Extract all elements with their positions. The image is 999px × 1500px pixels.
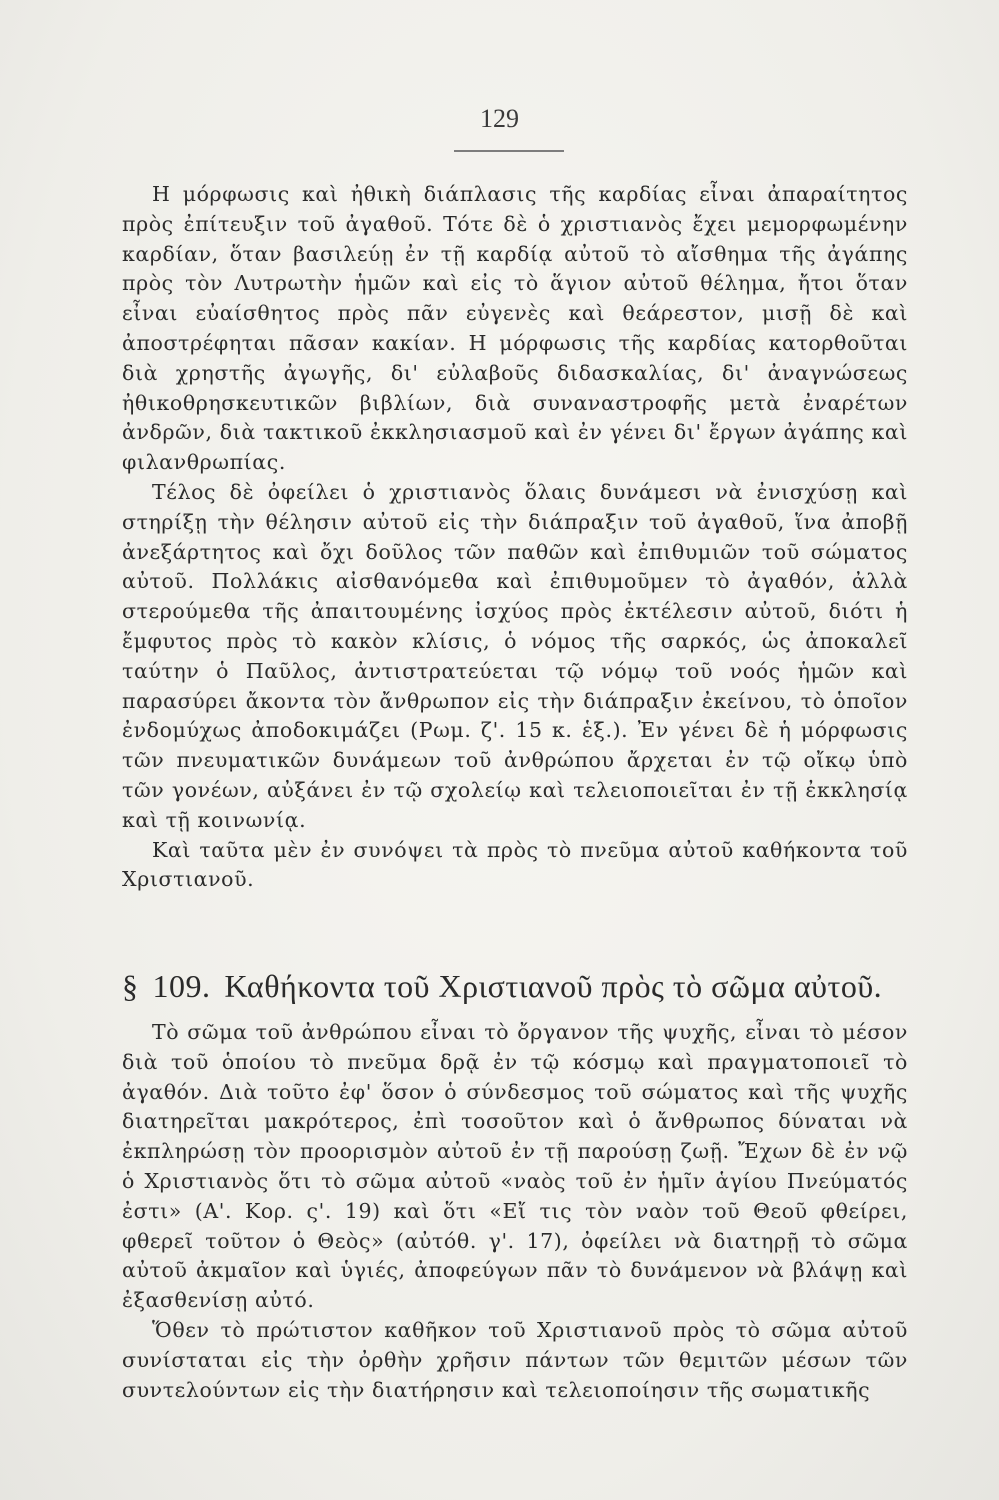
paragraph: Καὶ ταῦτα μὲν ἐν συνόψει τὰ πρὸς τὸ πνεῦμα αὐτοῦ καθήκοντα τοῦ Χριστιανοῦ. <box>122 837 908 892</box>
paragraph: Ὅθεν τὸ πρώτιστον καθῆκον τοῦ Χριστιανοῦ πρὸς τὸ σῶμα αὐτοῦ συνίσταται εἰς τὴν ὀρθὴν χρῆσιν πάντων τῶν θεμιτῶν μέσων τῶν συντελούντων εἰς τὴν διατήρησιν καὶ τελειοποίησιν τῆς σωματικῆς <box>122 1317 908 1402</box>
section-title: Καθήκοντα τοῦ Χριστιανοῦ πρὸς τὸ σῶμα αὐτοῦ. <box>224 968 883 1004</box>
paragraph: Τὸ σῶμα τοῦ ἀνθρώπου εἶναι τὸ ὄργανον τῆς ψυχῆς, εἶναι τὸ μέσον διὰ τοῦ ὁποίου τὸ πνεῦμα δρᾷ ἐν τῷ κόσμῳ καὶ πραγματοποιεῖ τὸ ἀγαθόν. Διὰ τοῦτο ἐφ' ὅσον ὁ σύνδεσμος τοῦ σώματος καὶ τῆς ψυχῆς διατηρεῖται μακρότερος, ἐπὶ τοσοῦτον καὶ ὁ ἄνθρωπος δύναται νὰ ἐκπληρώσῃ τὸν προορισμὸν αὐτοῦ ἐν τῇ παρούσῃ ζωῇ. Ἔχων δὲ ἐν νῷ ὁ Χριστιανὸς ὅτι τὸ σῶμα αὐτοῦ «ναὸς τοῦ ἐν ἡμῖν ἁγίου Πνεύματός ἐστι» (Α'. Κορ. ς'. 19) καὶ ὅτι «Εἴ τις τὸν ναὸν τοῦ Θεοῦ φθείρει, φθερεῖ τοῦτον ὁ Θεὸς» (αὐτόθ. γ'. 17), ὀφείλει νὰ διατηρῇ τὸ σῶμα αὐτοῦ ἀκμαῖον καὶ ὑγιές, ἀποφεύγων πᾶν τὸ δυνάμενον νὰ βλάψῃ καὶ ἐξασθενίσῃ αὐτό. <box>122 1020 908 1313</box>
section-number: 109. <box>152 968 211 1004</box>
text-block-before-section <box>122 180 908 895</box>
section-heading <box>122 968 912 1005</box>
paragraph: Η μόρφωσις καὶ ἠθικὴ διάπλασις τῆς καρδίας εἶναι ἀπαραίτητος πρὸς ἐπίτευξιν τοῦ ἀγαθοῦ. Τότε δὲ ὁ χριστιανὸς ἔχει μεμορφωμένην καρδίαν, ὅταν βασιλεύῃ ἐν τῇ καρδίᾳ αὐτοῦ τὸ αἴσθημα τῆς ἀγάπης πρὸς τὸν Λυτρωτὴν ἡμῶν καὶ εἰς τὸ ἅγιον αὐτοῦ θέλημα, ἤτοι ὅταν εἶναι εὐαίσθητος πρὸς πᾶν εὐγενὲς καὶ θεάρεστον, μισῇ δὲ καὶ ἀποστρέφηται πᾶσαν κακίαν. Η μόρφωσις τῆς καρδίας κατορθοῦται διὰ χρηστῆς ἀγωγῆς, δι' εὐλαβοῦς διδασκαλίας, δι' ἀναγνώσεως ἠθικοθρησκευτικῶν βιβλίων, διὰ συναναστροφῆς μετὰ ἐναρέτων ἀνδρῶν, διὰ τακτικοῦ ἐκκλησιασμοῦ καὶ ἐν γένει δι' ἔργων ἀγάπης καὶ φιλανθρωπίας. <box>122 182 908 475</box>
section-sign: § <box>122 968 139 1004</box>
text-block-after-section <box>122 1018 908 1405</box>
page-number-rule <box>454 150 564 152</box>
paragraph: Τέλος δὲ ὀφείλει ὁ χριστιανὸς ὅλαις δυνάμεσι νὰ ἐνισχύσῃ καὶ στηρίξῃ τὴν θέλησιν αὐτοῦ εἰς τὴν διάπραξιν τοῦ ἀγαθοῦ, ἵνα ἀποβῇ ἀνεξάρτητος καὶ ὄχι δοῦλος τῶν παθῶν καὶ ἐπιθυμιῶν τοῦ σώματος αὐτοῦ. Πολλάκις αἰσθανόμεθα καὶ ἐπιθυμοῦμεν τὸ ἀγαθόν, ἀλλὰ στερούμεθα τῆς ἀπαιτουμένης ἰσχύος πρὸς ἐκτέλεσιν αὐτοῦ, διότι ἡ ἔμφυτος πρὸς τὸ κακὸν κλίσις, ὁ νόμος τῆς σαρκός, ὡς ἀποκαλεῖ ταύτην ὁ Παῦλος, ἀντιστρατεύεται τῷ νόμῳ τοῦ νοός ἡμῶν καὶ παρασύρει ἄκοντα τὸν ἄνθρωπον εἰς τὴν διάπραξιν ἐκείνου, τὸ ὁποῖον ἐνδομύχως ἀποδοκιμάζει (Ρωμ. ζ'. 15 κ. ἑξ.). Ἐν γένει δὲ ἡ μόρφωσις τῶν πνευματικῶν δυνάμεων τοῦ ἀνθρώπου ἄρχεται ἐν τῷ οἴκῳ ὑπὸ τῶν γονέων, αὐξάνει ἐν τῷ σχολείῳ καὶ τελειοποιεῖται ἐν τῇ ἐκκλησίᾳ καὶ τῇ κοινωνίᾳ. <box>122 479 908 832</box>
page-number: 129 <box>480 104 519 133</box>
